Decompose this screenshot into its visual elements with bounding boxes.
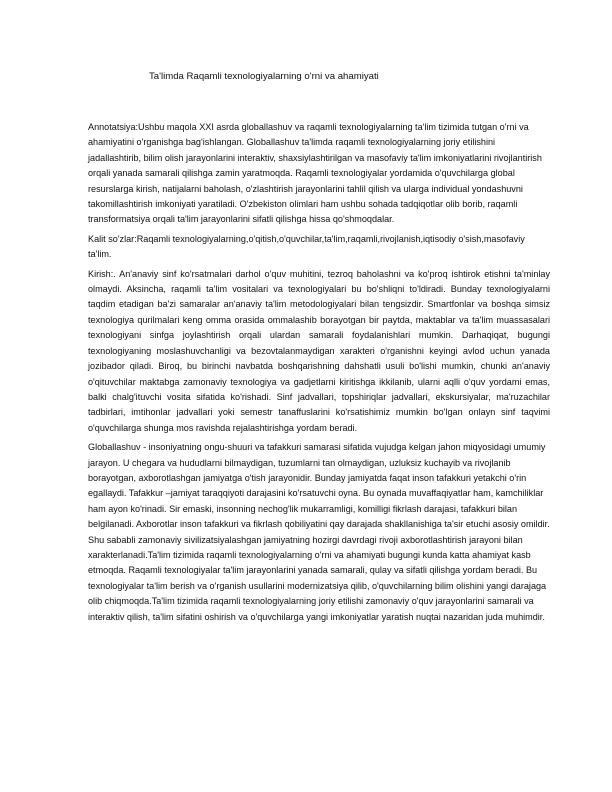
abstract-paragraph: Annotatsiya:Ushbu maqola XXI asrda globallashuv va raqamli texnologiyalarning ta'lim tizimida tutgan o'rni va ahamiyatini o'rganishga bag'ishlangan. Globallashuv ta'limda raqamli texnologiyalarning joriy etilishini jadallashtirib, bilim olish jarayonlarini interaktiv, shaxsiylashtirilgan va masofaviy ta'lim imkoniyatlarini rivojlantirish orqali yanada samarali qilishga zamin yaratmoqda. Raqamli texnologiyalar yordamida o'quvchilarga global resurslarga kirish, natijalarni baholash, o'zlashtirish jarayonlarini tahlil qilish va ularga individual yondashuvni takomillashtirish imkoniyati yaratiladi. O'zbekiston olimlari ham ushbu sohada tadqiqotlar olib borib, raqamli transformatsiya orqali ta'lim jarayonlarini sifatli qilishga hissa qo'shmoqdalar. xyxy=(88,122,542,225)
globalization-paragraph: Globallashuv - insoniyatning ongu-shuuri va tafakkuri samarasi sifatida vujudga kelgan jahon miqyosidagi umumiy jarayon. U chegara va hududlarni bilmaydigan, tuzumlarni tan olmaydigan, uzluksiz kuchayib va rivojlanib borayotgan, axborotlashgan jamiyatga o'tish jarayonidir. Bunday jamiyatda faqat inson tafakkuri yetakchi o'rin egallaydi. Tafakkur –jamiyat taraqqiyoti darajasini ko'rsatuvchi oyna. Bu oynada muvaffaqiyatlar ham, kamchiliklar ham ayon ko'rinadi. Sir emaski, insonning nechog'lik mukarramligi, komilligi fikrlash darajasi, tafakkuri bilan belgilanadi. Axborotlar inson tafakkuri va fikrlash qobiliyatini qay darajada shakllanishiga ta'sir etuchi asosiy omildir. Shu sababli zamonaviy sivilizatsiyalashgan jamiyatning hozirgi davrdagi rivoji axborotlashtirish jarayoni bilan xarakterlanadi.Ta'lim tizimida raqamli texnologiyalarning o'rni va ahamiyati bugungi kunda katta ahamiyat kasb etmoqda. Raqamli texnologiyalar ta'lim jarayonlarini yanada samarali, qulay va sifatli qilishga yordam beradi. Bu texnologiyalar ta'lim berish va o'rganish usullarini modernizatsiya qilib, o'quvchilarning bilim olishini yangi darajaga olib chiqmoqda.Ta'lim tizimida raqamli texnologiyalarning joriy etilishi zamonaviy o'quv jarayonlarini samarali va interaktiv qilish, ta'lim sifatini oshirish va o'quvchilarga yangi imkoniyatlar yaratish nuqtai nazaridan juda muhimdir. xyxy=(88,442,550,622)
introduction-paragraph: Kirish:. An'anaviy sinf ko'rsatmalari darhol o'quv muhitini, tezroq baholashni va ko'proq ishtirok etishni ta'minlay olmaydi. Aksincha, raqamli ta'lim vositalari va texnologiyalari bu bo'shliqni to'ldiradi. Bunday texnologiyalarni taqdim etadigan ba'zi samaralar an'anaviy ta'lim metodologiyalari bilan tengsizdir. Smartfonlar va boshqa simsiz texnologiya qurilmalari keng omma orasida ommalashib borayotgan bir paytda, maktablar va ta'lim muassasalari texnologiyani sinfga joylashtirish orqali ulardan samarali foydalanishlari mumkin. Darhaqiqat, bugungi texnologiyaning moslashuvchanligi va bezovtalanmaydigan xarakteri o'rganishni keyingi avlod uchun yanada jozibador qiladi. Biroq, bu birinchi navbatda boshqarishning dahshatli usuli bo'lishi mumkin, chunki an'anaviy o'qituvchilar maktabga zamonaviy texnologiya va gadjetlarni kiritishga ikkilanib, ularni aqlli o'quv yordami emas, balki chalg'ituvchi vosita sifatida ko'rishadi. Sinf jadvallari, topshiriqlar jadvallari, ekskursiyalar, ma'ruzachilar tadbirlari, imtihonlar jadvallari yoki semestr tanaffuslarini ko'rsatishimiz mumkin bo'lgan onlayn sinf taqvimi o'quvchilarga shunga mos ravishda rejalashtirishga yordam beradi. xyxy=(88,268,550,433)
document-title: Ta'limda Raqamli texnologiyalarning o'rni va ahamiyati xyxy=(149,71,379,82)
document-body xyxy=(88,120,550,625)
keywords-paragraph: Kalit so'zlar:Raqamli texnologiyalarning,o'qitish,o'quvchilar,ta'lim,raqamli,rivojlanish,iqtisodiy o'sish,masofaviy ta'lim. xyxy=(88,233,525,260)
